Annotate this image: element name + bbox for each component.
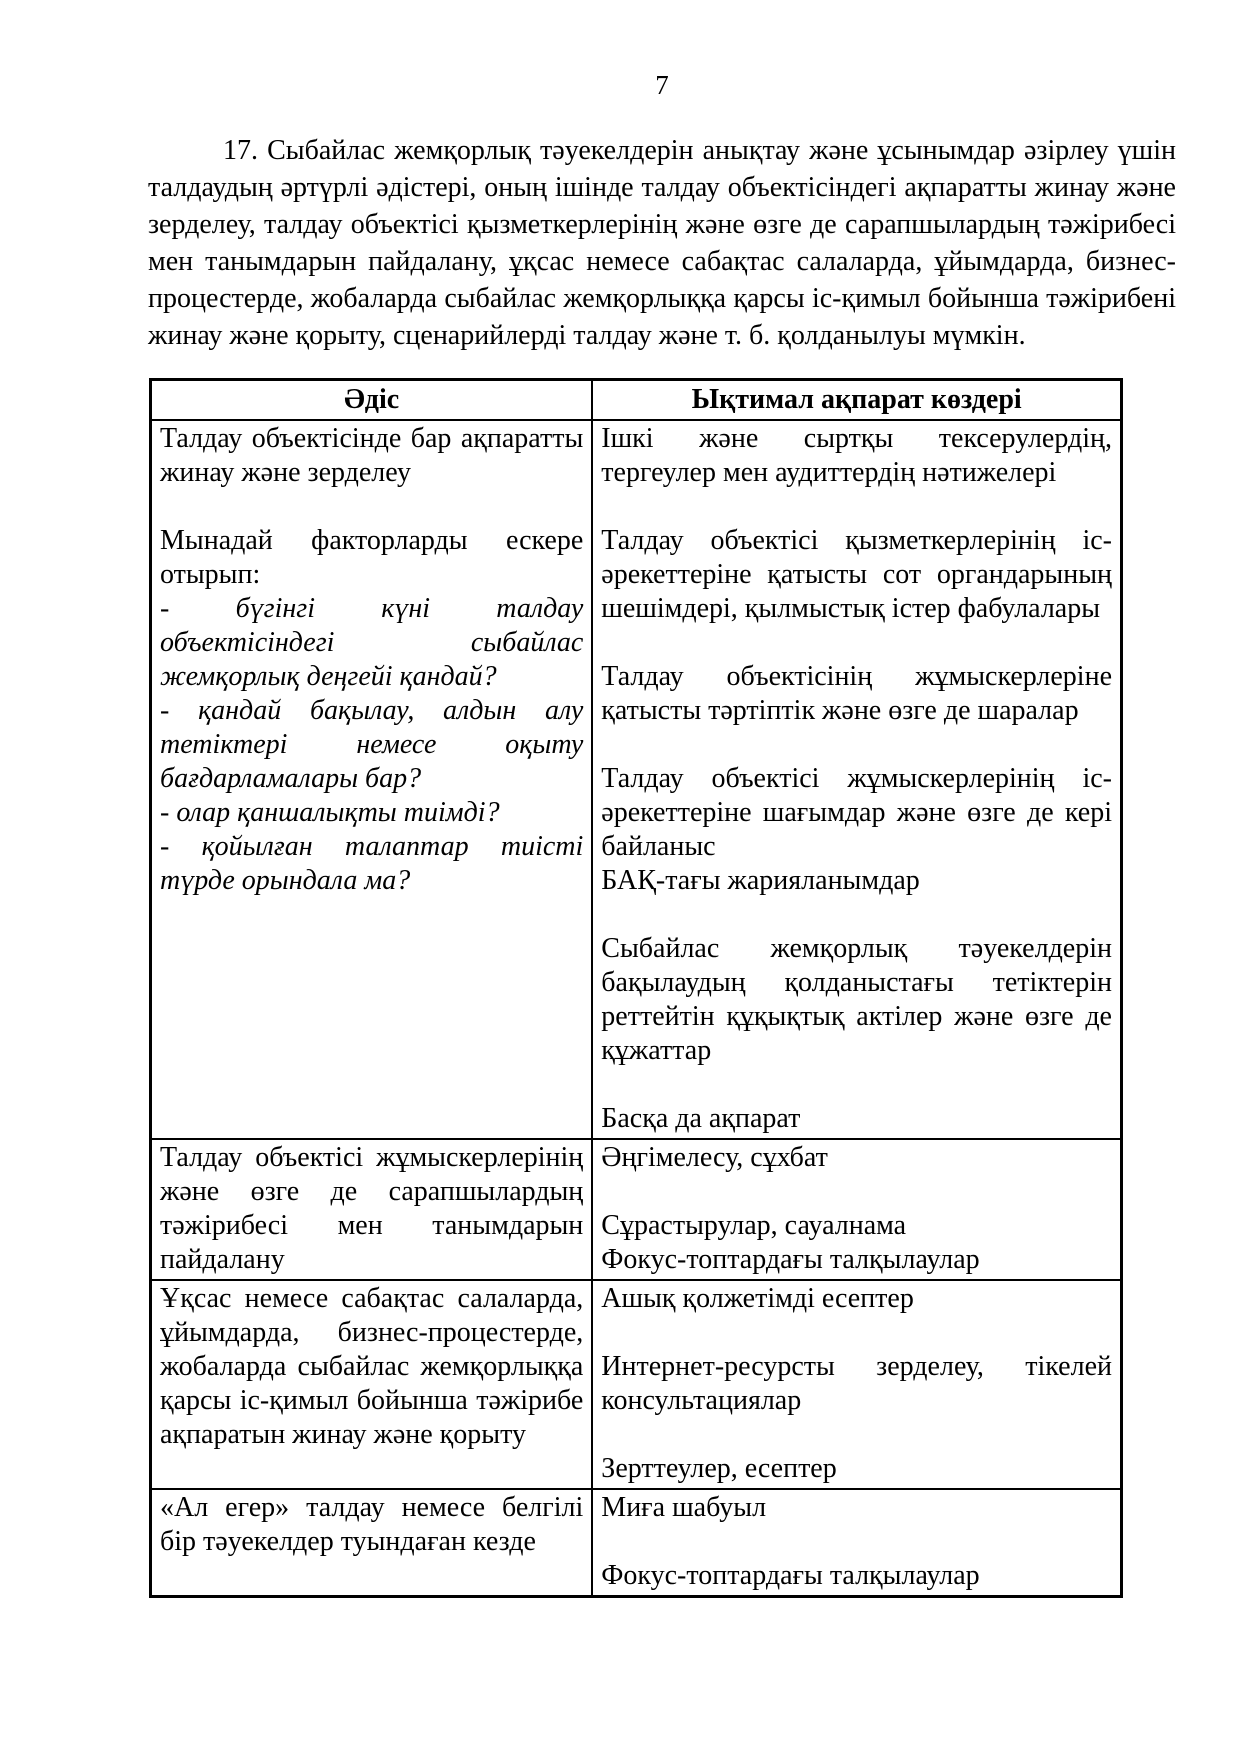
cell-paragraph: - бүгінгі күні талдау объектісіндегі сыбайлас жемқорлық деңгейі қандай? (160, 593, 584, 692)
method-cell (151, 1139, 593, 1280)
method-cell (151, 1489, 593, 1597)
cell-paragraph: Талдау объектісінде бар ақпаратты жинау және зерделеу (160, 423, 584, 488)
cell-paragraph: Миға шабуыл (601, 1492, 767, 1523)
sources-cell (592, 420, 1121, 1139)
cell-paragraph: Талдау объектісінің жұмыскерлеріне қатысты тәртіптік және өзге де шаралар (601, 661, 1112, 726)
sources-cell (592, 1139, 1121, 1280)
cell-paragraph: БАҚ-тағы жарияланымдар (601, 865, 920, 896)
blank-line (601, 626, 1112, 660)
blank-line (601, 1316, 1112, 1350)
method-cell (151, 1280, 593, 1489)
cell-paragraph: Талдау объектісі жұмыскерлерінің және өзге де сарапшылардың тәжірибесі мен танымдарын пайдалану (160, 1142, 584, 1275)
cell-paragraph: Ұқсас немесе сабақтас салаларда, ұйымдарда, бизнес-процестерде, жобаларда сыбайлас жемқорлыққа қарсы іс-қимыл бойынша тәжірибе ақпаратын жинау және қорыту (160, 1283, 584, 1450)
cell-paragraph: «Ал егер» талдау немесе белгілі бір тәуекелдер туындаған кезде (160, 1492, 584, 1557)
blank-line (601, 1418, 1112, 1452)
table-header-sources: Ықтимал ақпарат көздері (592, 380, 1121, 421)
blank-line (160, 490, 583, 524)
cell-paragraph: - олар қаншалықты тиімді? (160, 797, 500, 828)
cell-paragraph: Ашық қолжетімді есептер (601, 1283, 914, 1314)
cell-paragraph: Фокус-топтардағы талқылаулар (601, 1560, 980, 1591)
table-header-method: Әдіс (151, 380, 593, 421)
methods-table (149, 378, 1123, 1598)
blank-line (601, 490, 1112, 524)
cell-paragraph: Әңгімелесу, сұхбат (601, 1142, 828, 1173)
table-row (151, 420, 1122, 1139)
table-row (151, 1139, 1122, 1280)
cell-paragraph: Фокус-топтардағы талқылаулар (601, 1244, 980, 1275)
method-cell (151, 420, 593, 1139)
cell-paragraph: Интернет-ресурсты зерделеу, тікелей консультациялар (601, 1351, 1112, 1416)
cell-paragraph: Зерттеулер, есептер (601, 1453, 837, 1484)
cell-paragraph: Талдау объектісі жұмыскерлерінің іс-әрекеттеріне шағымдар және өзге де кері байланыс (601, 763, 1112, 862)
cell-paragraph: - қойылған талаптар тиісті түрде орындала ма? (160, 831, 584, 896)
blank-line (601, 728, 1112, 762)
blank-line (601, 898, 1112, 932)
page-number: 7 (655, 70, 669, 100)
sources-cell (592, 1489, 1121, 1597)
cell-paragraph: Мынадай факторларды ескере отырып: (160, 525, 584, 590)
blank-line (601, 1525, 1112, 1559)
cell-paragraph: Талдау объектісі қызметкерлерінің іс-әрекеттеріне қатысты сот органдарының шешімдері, қылмыстық істер фабулалары (601, 525, 1112, 624)
cell-paragraph: Басқа да ақпарат (601, 1103, 801, 1134)
cell-paragraph: Ішкі және сыртқы тексерулердің, тергеулер мен аудиттердің нәтижелері (601, 423, 1112, 488)
cell-paragraph: - қандай бақылау, алдын алу тетіктері немесе оқыту бағдарламалары бар? (160, 695, 584, 794)
table-row (151, 1280, 1122, 1489)
cell-paragraph: Сыбайлас жемқорлық тәуекелдерін бақылаудың қолданыстағы тетіктерін реттейтін құқықтық актілер және өзге де құжаттар (601, 933, 1112, 1066)
cell-paragraph: Сұрастырулар, сауалнама (601, 1210, 907, 1241)
sources-cell (592, 1280, 1121, 1489)
intro-paragraph: 17. Сыбайлас жемқорлық тәуекелдерін анықтау және ұсынымдар әзірлеу үшін талдаудың әртүрлі әдістері, оның ішінде талдау объектісіндегі ақпаратты жинау және зерделеу, талдау объектісі қызметкерлерінің және өзге де сарапшылардың тәжірибесі мен танымдарын пайдалану, ұқсас немесе сабақтас салаларда, ұйымдарда, бизнес-процестерде, жобаларда сыбайлас жемқорлыққа қарсы іс-қимыл бойынша тәжірибені жинау және қорыту, сценарийлерді талдау және т. б. қолданылуы мүмкін. (148, 135, 1176, 351)
blank-line (601, 1175, 1112, 1209)
table-row (151, 1489, 1122, 1597)
blank-line (601, 1068, 1112, 1102)
table-header-row (151, 380, 1122, 421)
